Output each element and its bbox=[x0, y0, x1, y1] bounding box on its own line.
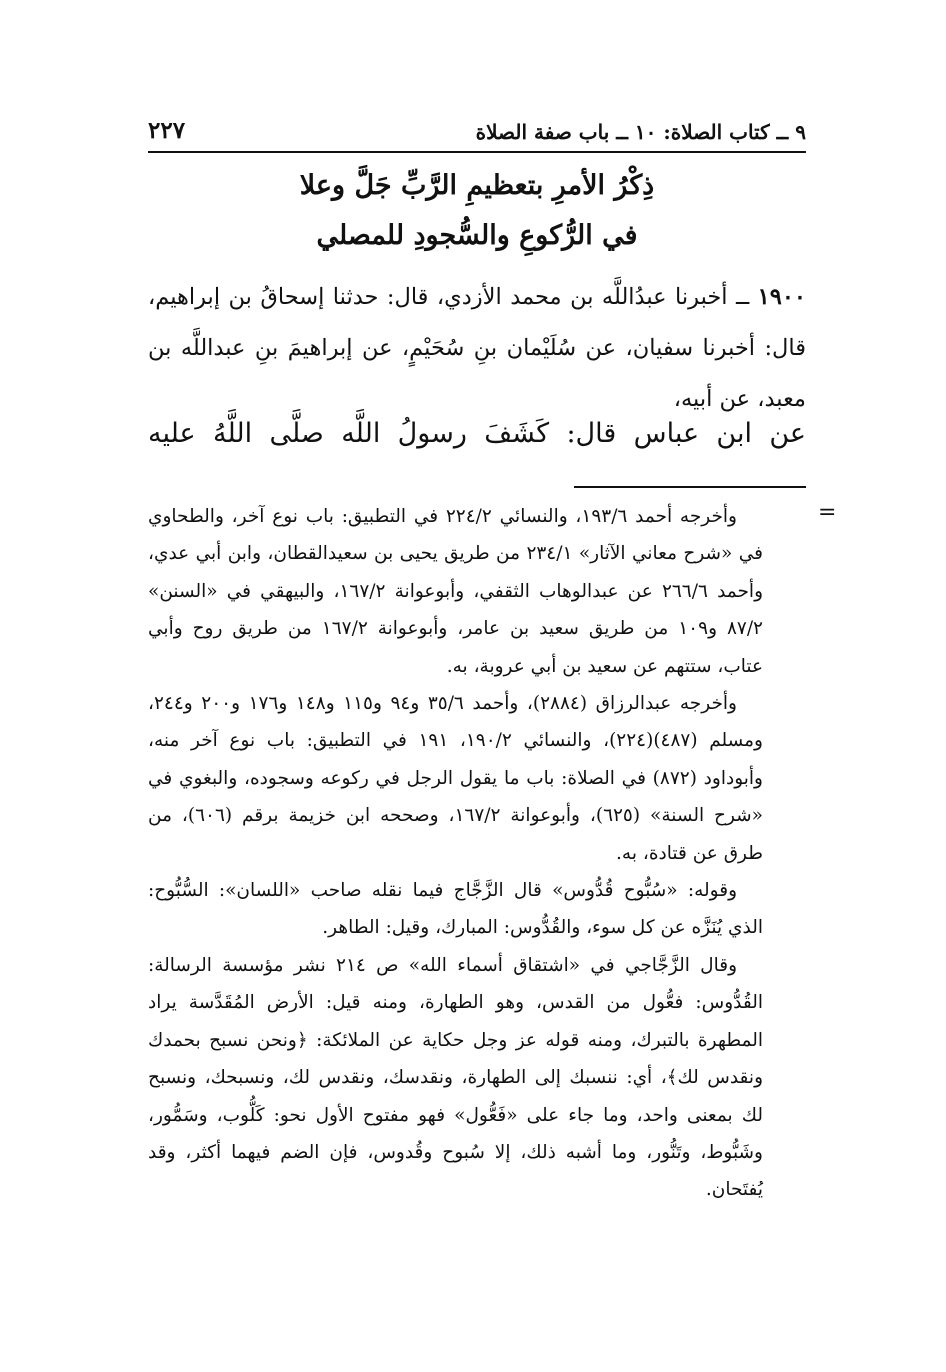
header-rule bbox=[148, 151, 806, 153]
page-header bbox=[148, 108, 806, 144]
footnote-continuation-mark: = bbox=[818, 500, 837, 525]
chapter-title-line-2: في الرُّكوعِ والسُّجودِ للمصلي bbox=[316, 220, 638, 251]
running-head: ٩ ــ كتاب الصلاة: ١٠ ــ باب صفة الصلاة bbox=[475, 120, 806, 144]
footnote-paragraph: وقال الزَّجَّاجي في «اشتقاق أسماء الله» ص ٢١٤ نشر مؤسسة الرسالة: القُدُّوس: فعُّول من القدس، وهو الطهارة، ومنه قيل: الأرض المُقَدَّسة يراد المطهرة بالتبرك، ومنه قوله عز وجل حكاية عن الملائكة: ﴿ونحن نسبح بحمدك ونقدس لك﴾، أي: ننسبك إلى الطهارة، ونقدسك، ونقدس لك، ونسبحك، ونسبح لك بمعنى واحد، وما جاء على «فَعُّول» فهو مفتوح الأول نحو: كَلُّوب، وسَمُّور، وشَبُّوط، وتَنُّور، وما أشبه ذلك، إلا سُبوح وقُدوس، فإن الضم فيهما أكثر، وقد يُفتَحان. bbox=[148, 954, 763, 1201]
footnotes bbox=[148, 498, 763, 1209]
footnote-rule bbox=[574, 486, 806, 488]
hadith-chain-text: ــ أخبرنا عبدُاللَّه بن محمد الأزدي، قال: حدثنا إسحاقُ بن إبراهيم، قال: أخبرنا سفيان، عن سُلَيْمان بنِ سُحَيْمٍ، عن إبراهيمَ بنِ عبداللَّه بن معبد، عن أبيه، bbox=[148, 284, 806, 412]
page-number: ٢٢٧ bbox=[148, 117, 186, 144]
footnote-paragraph: وقوله: «سُبُّوح قُدُّوس» قال الزَّجَّاج فيما نقله صاحب «اللسان»: السُّبُّوح: الذي يُنَزَّه عن كل سوء، والقُدُّوس: المبارك، وقيل: الطاهر. bbox=[148, 880, 763, 939]
footnote-paragraph: وأخرجه عبدالرزاق (٢٨٨٤)، وأحمد ٣٥/٦ و٩٤ و١١٥ و١٤٨ و١٧٦ و٢٠٠ و٢٤٤، ومسلم (٤٨٧)(٢٢٤)، والنسائي ١٩٠/٢، ١٩١ في التطبيق: باب نوع آخر منه، وأبوداود (٨٧٢) في الصلاة: باب ما يقول الرجل في ركوعه وسجوده، والبغوي في «شرح السنة» (٦٢٥)، وأبوعوانة ١٦٧/٢، وصححه ابن خزيمة برقم (٦٠٦)، من طرق عن قتادة، به. bbox=[148, 693, 764, 864]
footnote-paragraph: وأخرجه أحمد ١٩٣/٦، والنسائي ٢٢٤/٢ في التطبيق: باب نوع آخر، والطحاوي في «شرح معاني الآثار» ٢٣٤/١ من طريق يحيى بن سعيدالقطان، وابن أبي عدي، وأحمد ٢٦٦/٦ عن عبدالوهاب الثقفي، وأبوعوانة ١٦٧/٢، والبيهقي في «السنن» ٨٧/٢ و١٠٩ من طريق سعيد بن عامر، وأبوعوانة ١٦٧/٢ من طريق روح وأبي عتاب، ستتهم عن سعيد بن أبي عروبة، به. bbox=[148, 506, 764, 677]
hadith-number: ١٩٠٠ bbox=[757, 284, 806, 310]
hadith-matn: عن ابن عباس قال: كَشَفَ رسولُ اللَّه صلَّى اللَّهُ عليه bbox=[148, 418, 806, 449]
chapter-title-line-1: ذِكْرُ الأمرِ بتعظيمِ الرَّبِّ جَلَّ وعلا bbox=[299, 170, 655, 201]
hadith-isnad bbox=[148, 272, 806, 425]
